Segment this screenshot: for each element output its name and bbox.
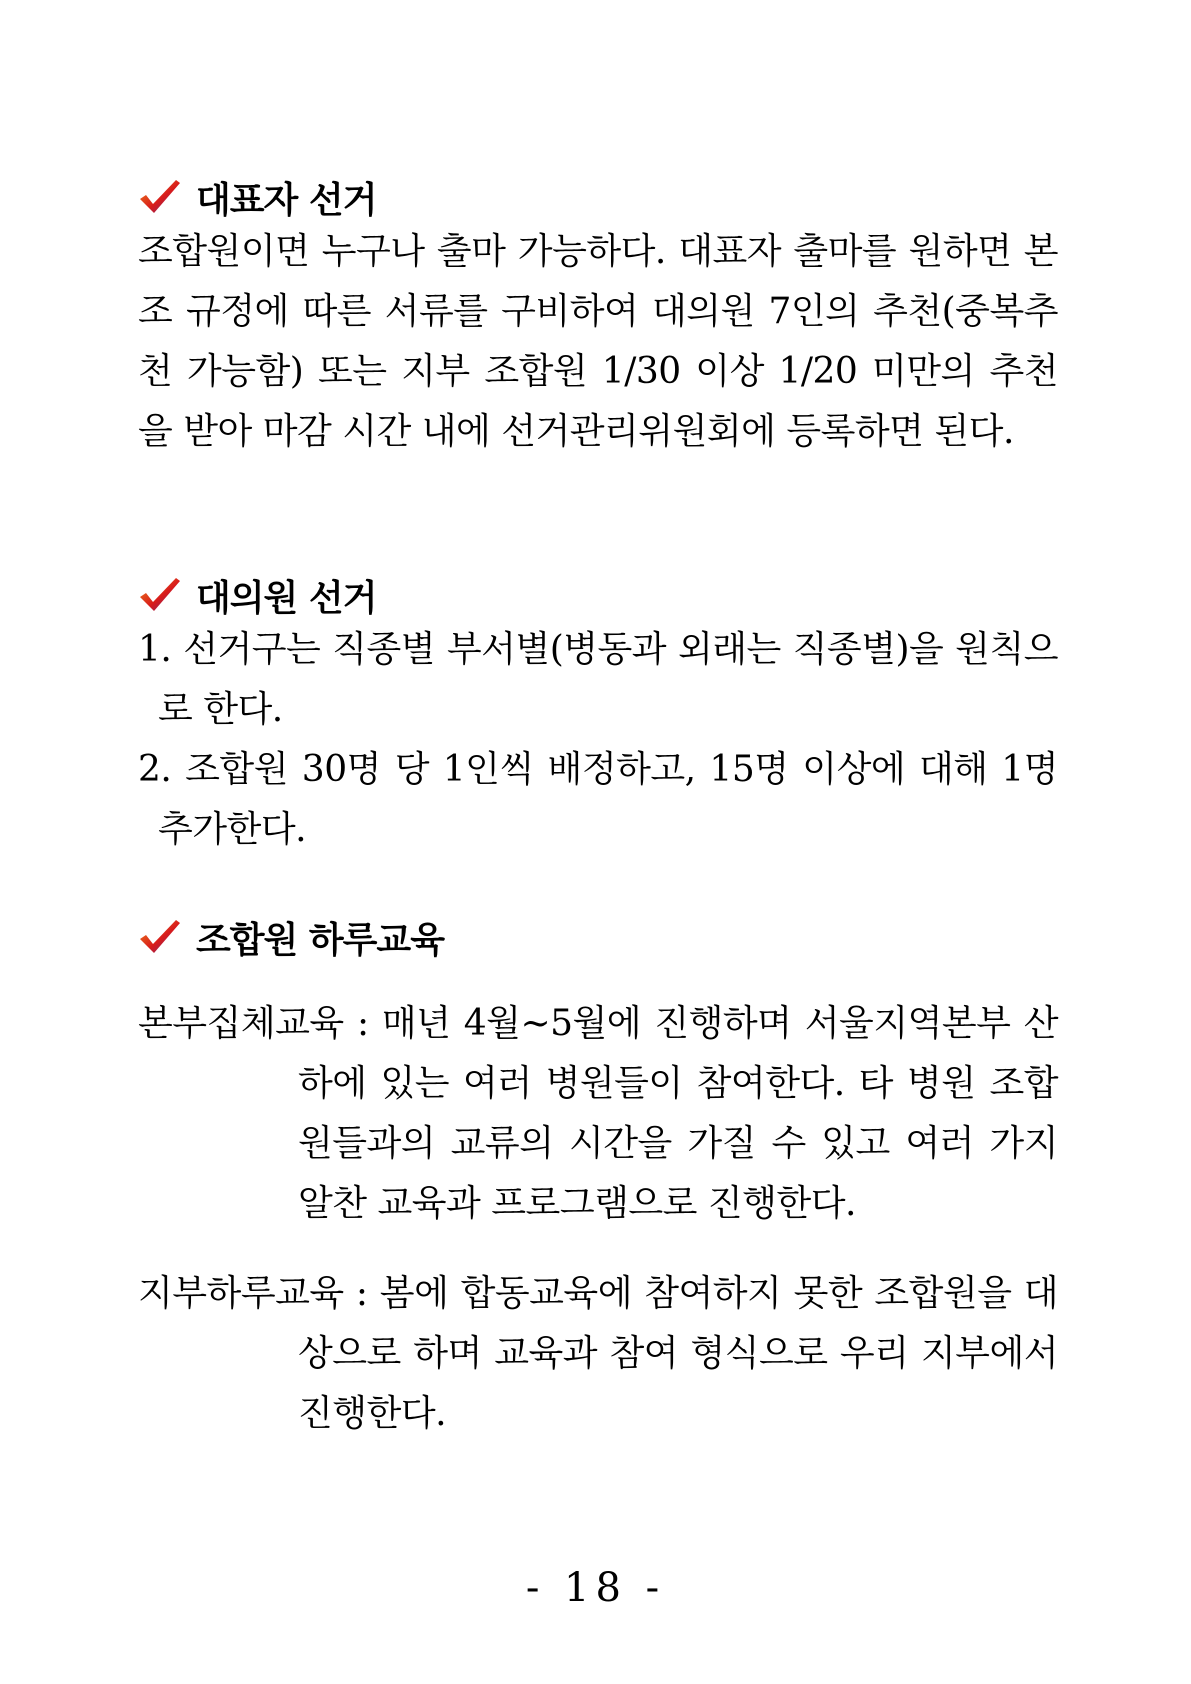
definition-term: 지부하루교육 :: [138, 1273, 368, 1314]
list-item: 1. 선거구는 직종별 부서별(병동과 외래는 직종별)을 원칙으로 한다.: [138, 629, 1058, 730]
checkmark-icon: [138, 917, 182, 957]
section-heading-delegate-election: [138, 570, 376, 620]
heading-text: 조합원 하루교육: [196, 919, 444, 961]
checkmark-icon: [138, 177, 182, 217]
checkmark-icon: [138, 575, 182, 615]
heading-text: 대의원 선거: [196, 577, 377, 619]
definition-text: 매년 4월~5월에 진행하며 서울지역본부 산하에 있는 여러 병원들이 참여한다. 타 병원 조합원들과의 교류의 시간을 가질 수 있고 여러 가지 알찬 교육과 프로그램으로 진행한다.: [298, 1003, 1058, 1224]
definition-item: [138, 1264, 1058, 1444]
section-paragraph: 조합원이면 누구나 출마 가능하다. 대표자 출마를 원하면 본조 규정에 따른 서류를 구비하여 대의원 7인의 추천(중복추천 가능함) 또는 지부 조합원 1/30 이상 1/20 미만의 추천을 받아 마감 시간 내에 선거관리위원회에 등록하면 된다.: [138, 231, 1058, 452]
list-item: 2. 조합원 30명 당 1인씩 배정하고, 15명 이상에 대해 1명 추가한다.: [138, 749, 1058, 850]
definition-term: 본부집체교육 :: [138, 1003, 369, 1044]
heading-text: 대표자 선거: [196, 179, 377, 221]
definition-item: [138, 994, 1058, 1234]
definition-text: 봄에 합동교육에 참여하지 못한 조합원을 대상으로 하며 교육과 참여 형식으로 우리 지부에서 진행한다.: [298, 1273, 1058, 1434]
page-number: - 18 -: [525, 1565, 666, 1611]
section-heading-representative-election: [138, 172, 376, 222]
section-heading-member-training: [138, 912, 444, 962]
